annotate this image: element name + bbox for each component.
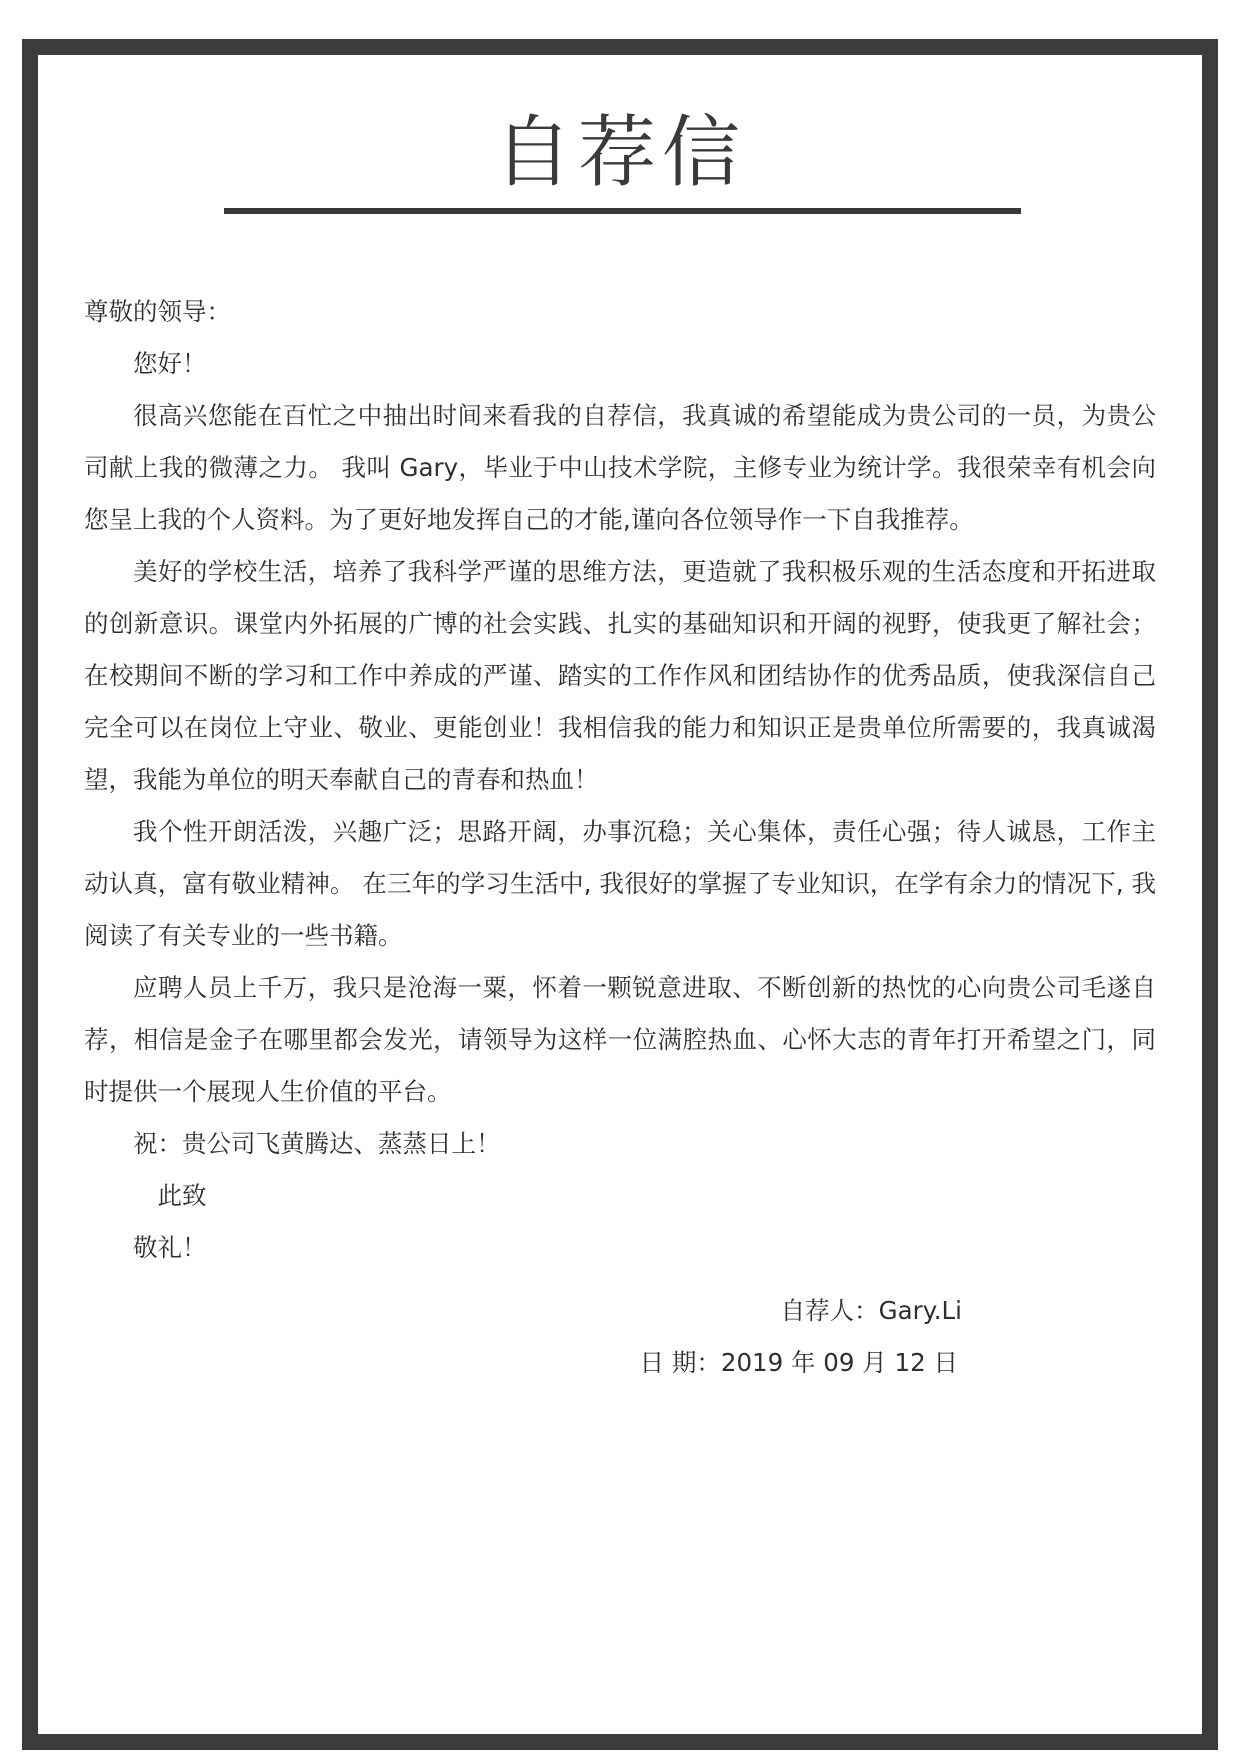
salutation: 尊敬的领导： (84, 297, 231, 326)
paragraph-personality: 我个性开朗活泼，兴趣广泛；思路开阔，办事沉稳；关心集体，责任心强；待人诚恳，工作主动认真，富有敬业精神。 在三年的学习生活中, 我很好的掌握了专业知识，在学有余力的情况下, 我阅读了有关专业的一些书籍。 (84, 817, 1156, 950)
signature-line: 自荐人：Gary.Li (780, 1296, 962, 1325)
date-line: 日 期：2019 年 09 月 12 日 (639, 1348, 958, 1377)
paragraph-closing-appeal: 应聘人员上千万，我只是沧海一粟，怀着一颗锐意进取、不断创新的热忱的心向贵公司毛遂自荐，相信是金子在哪里都会发光，请领导为这样一位满腔热血、心怀大志的青年打开希望之门，同时提供一个展现人生价值的平台。 (84, 973, 1156, 1106)
paragraph-introduction: 很高兴您能在百忙之中抽出时间来看我的自荐信，我真诚的希望能成为贵公司的一员，为贵公司献上我的微薄之力。 我叫 Gary，毕业于中山技术学院，主修专业为统计学。我很荣幸有机会向您呈上我的个人资料。为了更好地发挥自己的才能,谨向各位领导作一下自我推荐。 (84, 401, 1156, 534)
closing-jingli: 敬礼！ (133, 1233, 207, 1262)
title-underline (224, 208, 1021, 214)
greeting: 您好！ (133, 349, 207, 378)
wish-line: 祝：贵公司飞黄腾达、蒸蒸日上！ (133, 1129, 501, 1158)
letter-title: 自荐信 (493, 108, 746, 198)
letter-body (84, 286, 1156, 1274)
paragraph-education: 美好的学校生活，培养了我科学严谨的思维方法，更造就了我积极乐观的生活态度和开拓进取的创新意识。课堂内外拓展的广博的社会实践、扎实的基础知识和开阔的视野，使我更了解社会；在校期间不断的学习和工作中养成的严谨、踏实的工作作风和团结协作的优秀品质，使我深信自己完全可以在岗位上守业、敬业、更能创业！我相信我的能力和知识正是贵单位所需要的，我真诚渴望，我能为单位的明天奉献自己的青春和热血！ (84, 557, 1156, 794)
closing-cizhi: 此致 (157, 1181, 207, 1210)
